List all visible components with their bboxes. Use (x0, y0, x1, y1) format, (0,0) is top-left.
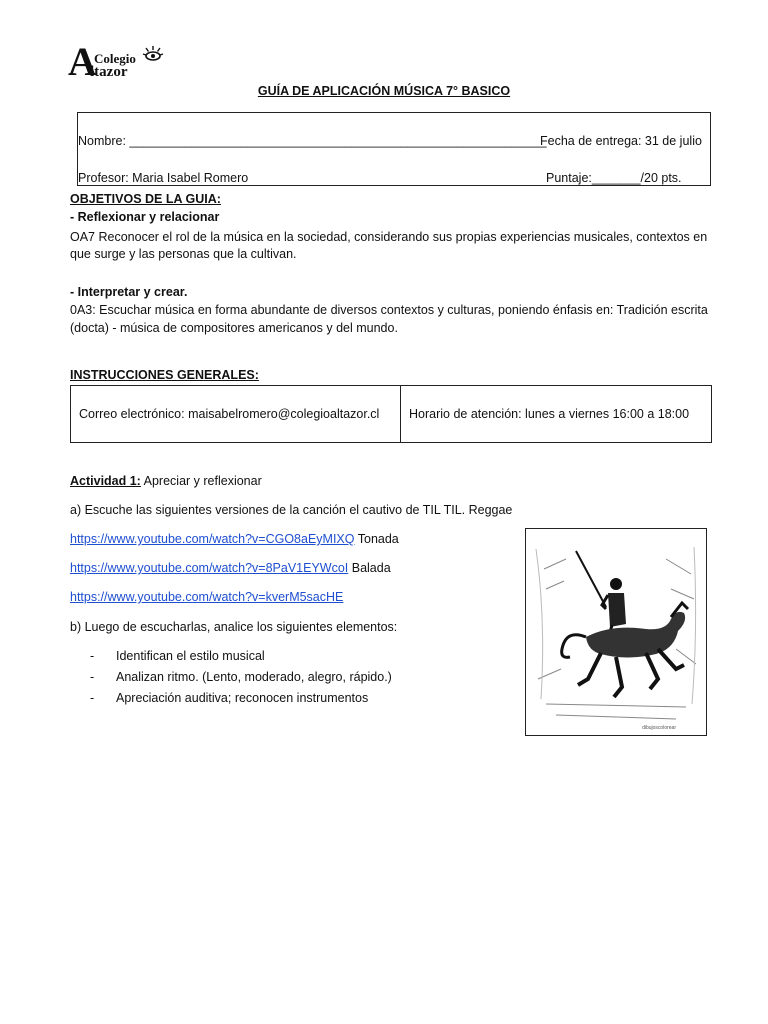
link-row-3 (70, 589, 343, 606)
actividad-heading (70, 473, 262, 490)
link-1-label: Tonada (354, 532, 399, 546)
objetivo-2-line2: (docta) - música de compositores americanos y del mundo. (70, 321, 398, 335)
page-title: GUÍA DE APLICACIÓN MÚSICA 7° BASICO (257, 84, 511, 98)
link-2-label: Balada (348, 561, 391, 575)
logo-colegio: Colegio (94, 51, 136, 66)
logo-altazor: ltazor (90, 64, 128, 80)
horse-rider-drawing (526, 529, 706, 735)
objetivo-1-line1: OA7 Reconocer el rol de la música en la sociedad, considerando sus propias experiencias musicales, contextos en (70, 230, 708, 244)
list-item: - Apreciación auditiva; reconocen instrumentos (90, 690, 392, 711)
objetivo-2-line1: 0A3: Escuchar música en forma abundante de diversos contextos y culturas, poniendo énfasis en: Tradición escrita (70, 303, 708, 317)
objetivo-2-title: - Interpretar y crear. (70, 285, 188, 299)
profesor: Profesor: Maria Isabel Romero (78, 171, 249, 185)
actividad-title: Apreciar y reflexionar (140, 474, 262, 488)
list-item: - Analizan ritmo. (Lento, moderado, alegro, rápido.) (90, 669, 392, 690)
youtube-link-balada[interactable]: https://www.youtube.com/watch?v=8PaV1EYWcoI (70, 561, 349, 575)
eye-icon (142, 44, 164, 66)
school-logo (68, 39, 163, 84)
actividad-label: Actividad 1: (70, 474, 141, 488)
instrucciones-heading: INSTRUCCIONES GENERALES: (70, 368, 259, 382)
fecha-entrega: Fecha de entrega: 31 de julio (540, 134, 702, 148)
link-row-1 (70, 531, 399, 548)
instruction-b: b) Luego de escucharlas, analice los siguientes elementos: (70, 620, 398, 634)
contact-table (70, 385, 712, 443)
instruction-a: a) Escuche las siguientes versiones de la canción el cautivo de TIL TIL. Reggae (70, 503, 513, 517)
horse-rider-illustration (525, 528, 707, 736)
puntaje: Puntaje:_______/20 pts. (546, 171, 682, 185)
nombre-field: Nombre: ____________________________________________________________ (78, 134, 547, 148)
list-item: - Identifican el estilo musical (90, 648, 392, 669)
youtube-link-3[interactable]: https://www.youtube.com/watch?v=kverM5sacHE (70, 590, 344, 604)
objetivos-heading: OBJETIVOS DE LA GUIA: (70, 192, 221, 206)
horario-cell: Horario de atención: lunes a viernes 16:00 a 18:00 (409, 406, 690, 421)
youtube-link-tonada[interactable]: https://www.youtube.com/watch?v=CGO8aEyMIXQ (70, 532, 355, 546)
analysis-list (90, 648, 392, 711)
figure-caption: dibujoscolorear (642, 725, 676, 731)
correo-cell: Correo electrónico: maisabelromero@colegioaltazor.cl (71, 386, 401, 442)
objetivo-1-line2: que surge y las personas que la cultivan. (70, 247, 297, 261)
link-row-2 (70, 560, 391, 577)
objetivo-1-title: - Reflexionar y relacionar (70, 210, 220, 224)
logo-letter: A (68, 39, 97, 84)
